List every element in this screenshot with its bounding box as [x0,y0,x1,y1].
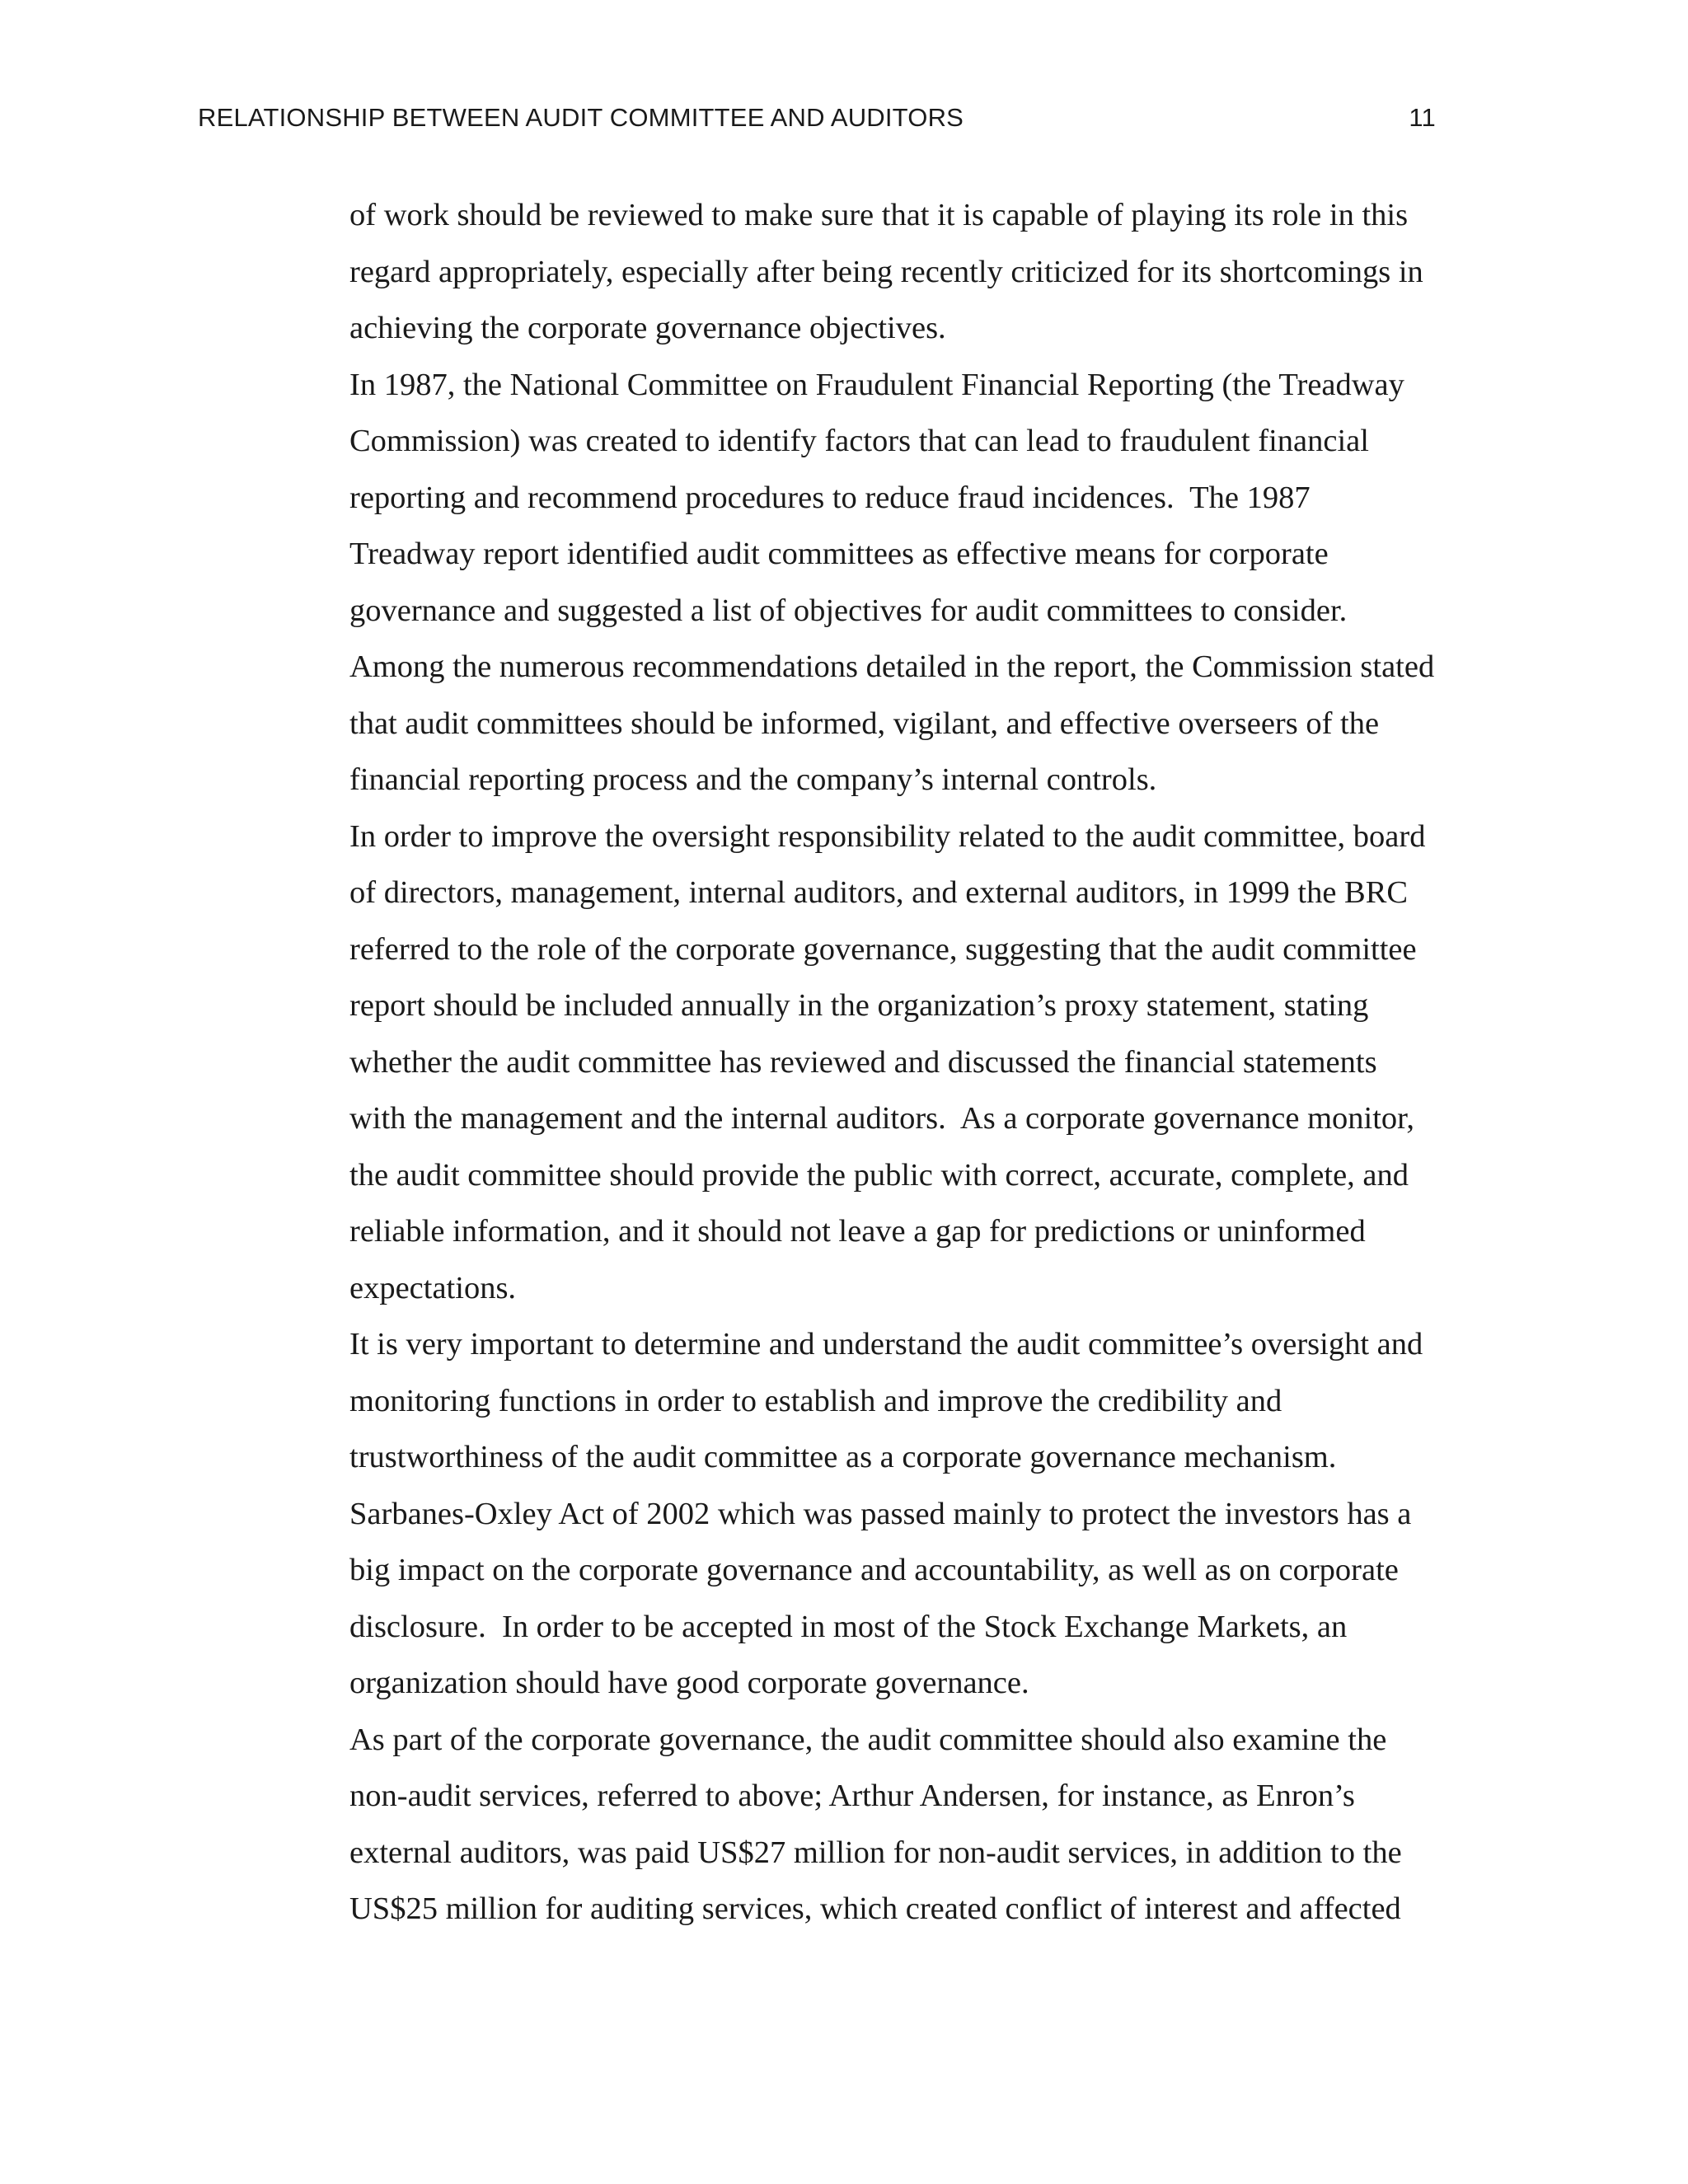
text-line: trustworthiness of the audit committee as a corporate governance mechanism. [349,1440,1337,1474]
text-line: US$25 million for auditing services, which created conflict of interest and affected [349,1891,1401,1926]
text-line: organization should have good corporate governance. [349,1666,1029,1700]
text-line: reliable information, and it should not leave a gap for predictions or uninformed [349,1214,1366,1249]
text-line: regard appropriately, especially after being recently criticized for its shortcomings in [349,254,1423,289]
text-line: the audit committee should provide the public with correct, accurate, complete, and [349,1157,1409,1193]
text-line: Among the numerous recommendations detailed in the report, the Commission stated [349,649,1435,684]
text-line: disclosure. In order to be accepted in most of the Stock Exchange Markets, an [349,1609,1348,1644]
text-line: report should be included annually in the organization’s proxy statement, stating [349,988,1369,1023]
text-line: of directors, management, internal auditors, and external auditors, in 1999 the BRC [349,875,1409,910]
text-line: governance and suggested a list of objectives for audit committees to consider. [349,593,1348,628]
page-number: 11 [1409,103,1436,132]
text-line: In order to improve the oversight responsibility related to the audit committee, board [349,818,1426,854]
text-line: big impact on the corporate governance and accountability, as well as on corporate [349,1553,1399,1587]
body-text [349,187,1487,1938]
text-line: with the management and the internal auditors. As a corporate governance monitor, [349,1101,1415,1136]
text-line: Commission) was created to identify factors that can lead to fraudulent financial [349,424,1369,458]
text-line: achieving the corporate governance objectives. [349,311,946,345]
text-line: whether the audit committee has reviewed and discussed the financial statements [349,1044,1377,1080]
running-header-title: RELATIONSHIP BETWEEN AUDIT COMMITTEE AND AUDITORS [198,103,964,132]
text-line: In 1987, the National Committee on Fraudulent Financial Reporting (the Treadway [349,367,1404,402]
text-line: reporting and recommend procedures to reduce fraud incidences. The 1987 [349,480,1311,515]
text-line: Treadway report identified audit committees as effective means for corporate [349,537,1329,571]
text-line: that audit committees should be informed, vigilant, and effective overseers of the [349,705,1380,741]
text-line: Sarbanes-Oxley Act of 2002 which was passed mainly to protect the investors has a [349,1496,1412,1531]
text-line: referred to the role of the corporate governance, suggesting that the audit committee [349,931,1417,967]
text-line: expectations. [349,1270,517,1305]
text-line: financial reporting process and the company’s internal controls. [349,762,1157,797]
text-line: of work should be reviewed to make sure that it is capable of playing its role in this [349,198,1409,232]
text-line: As part of the corporate governance, the audit committee should also examine the [349,1722,1387,1757]
text-line: It is very important to determine and understand the audit committee’s oversight and [349,1327,1423,1361]
text-line: monitoring functions in order to establish and improve the credibility and [349,1383,1282,1418]
text-line: non-audit services, referred to above; Arthur Andersen, for instance, as Enron’s [349,1779,1355,1813]
text-line: external auditors, was paid US$27 million for non-audit services, in addition to the [349,1835,1402,1870]
running-header [198,97,1436,138]
